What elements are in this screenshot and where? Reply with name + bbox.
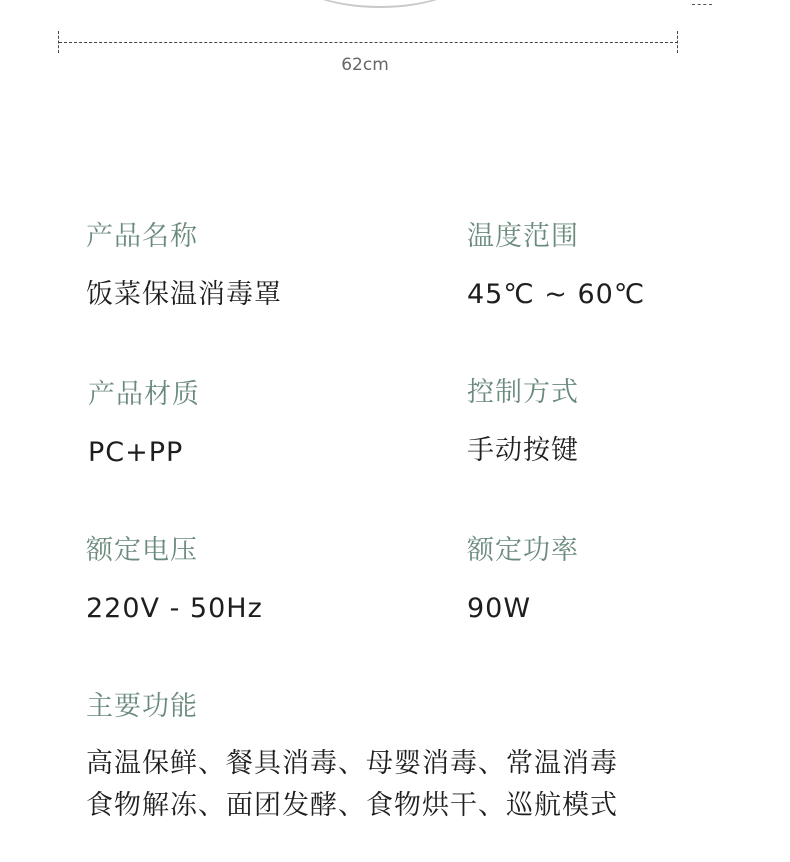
spec-value: 220V - 50Hz [86, 593, 263, 624]
spec-label: 额定电压 [86, 535, 198, 566]
function-line: 高温保鲜、餐具消毒、母婴消毒、常温消毒 [86, 748, 618, 779]
spec-value: 手动按键 [467, 435, 579, 466]
spec-control-method [467, 376, 579, 468]
function-line: 食物解冻、面团发酵、食物烘干、巡航模式 [86, 790, 618, 821]
function-list [86, 743, 618, 827]
spec-product-name [86, 220, 282, 312]
spec-label: 额定功率 [467, 535, 579, 566]
spec-label: 产品名称 [86, 221, 198, 252]
spec-value: 饭菜保温消毒罩 [86, 279, 282, 310]
dimension-width-label: 62cm [341, 55, 389, 75]
product-image-edge [285, 0, 475, 8]
dimension-line [59, 42, 678, 43]
spec-label: 主要功能 [86, 691, 198, 722]
spec-value: 90W [467, 593, 532, 624]
spec-rated-voltage [86, 534, 263, 626]
spec-label: 产品材质 [88, 379, 200, 410]
spec-rated-power [467, 534, 579, 626]
spec-main-functions [86, 690, 618, 827]
spec-temperature-range [467, 220, 645, 312]
spec-material [88, 378, 200, 470]
spec-label: 温度范围 [467, 221, 579, 252]
spec-label: 控制方式 [467, 377, 579, 408]
dimension-tick-right [677, 31, 678, 53]
dimension-corner-mark [692, 4, 712, 5]
spec-value: PC+PP [88, 437, 184, 468]
spec-value: 45℃ ~ 60℃ [467, 279, 646, 310]
